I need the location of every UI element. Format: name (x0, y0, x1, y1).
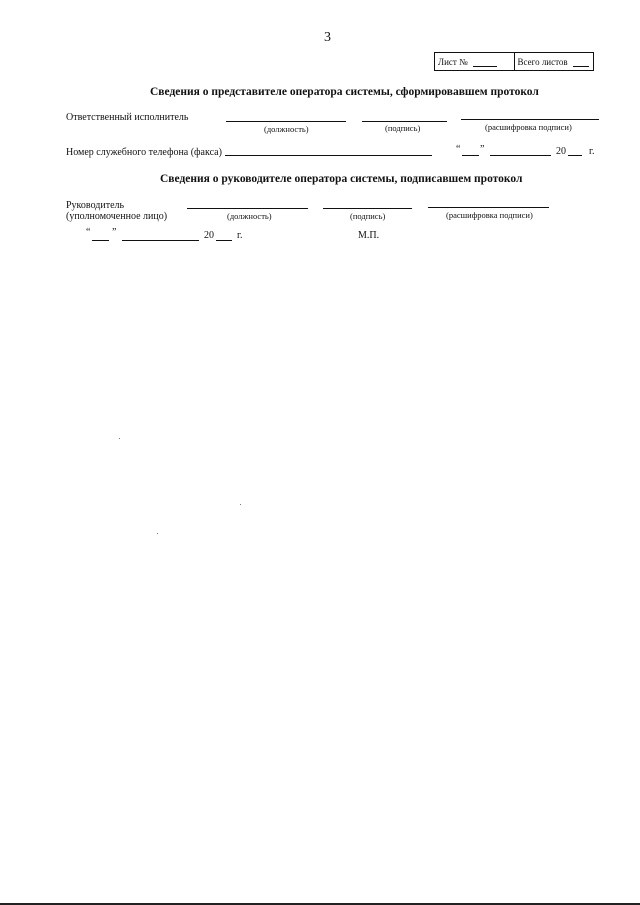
head-date-quote-open: “ (86, 227, 91, 238)
head-date-day-line (92, 240, 109, 241)
head-date-year-prefix: 20 (204, 230, 214, 241)
head-decoding-line (428, 207, 549, 208)
responsible-label: Ответственный исполнитель (66, 112, 189, 123)
signature-line (362, 121, 447, 122)
sheet-info-box (434, 52, 594, 71)
scan-speck (240, 504, 241, 505)
sheet-number-blank (473, 57, 497, 67)
seal-label: М.П. (358, 230, 380, 241)
phone-label: Номер служебного телефона (факса) (66, 147, 222, 158)
decoding-caption: (расшифровка подписи) (485, 122, 572, 132)
date-year-suffix: г. (589, 146, 595, 157)
head-date-year-suffix: г. (237, 230, 243, 241)
authorized-label: (уполномоченное лицо) (66, 211, 168, 222)
date-quote-open: “ (456, 144, 461, 155)
position-line (226, 121, 346, 122)
head-label: Руководитель (66, 200, 125, 211)
date-year-line (568, 155, 582, 156)
decoding-line (461, 119, 599, 120)
head-signature-line (323, 208, 412, 209)
total-sheets-label: Всего листов (517, 56, 568, 67)
head-date-month-line (122, 240, 199, 241)
sheet-number-label: Лист № (438, 56, 468, 67)
scan-speck (157, 533, 158, 534)
head-decoding-caption: (расшифровка подписи) (446, 210, 533, 220)
head-signature-caption: (подпись) (350, 211, 386, 221)
date-month-line (490, 155, 551, 156)
date-day-line (462, 155, 479, 156)
section1-heading: Сведения о представителе оператора системы, сформировавшем протокол (150, 86, 539, 98)
head-position-caption: (должность) (227, 211, 272, 221)
date-year-prefix: 20 (556, 146, 566, 157)
signature-caption: (подпись) (385, 123, 421, 133)
head-position-line (187, 208, 308, 209)
section2-heading: Сведения о руководителе оператора системы, подписавшем протокол (160, 173, 523, 185)
head-date-year-line (216, 240, 232, 241)
position-caption: (должность) (264, 124, 309, 134)
total-sheets-cell (514, 53, 594, 70)
sheet-number-cell (435, 53, 514, 70)
head-date-quote-close: ” (112, 227, 117, 238)
date-quote-close: ” (480, 144, 485, 155)
phone-line (225, 155, 432, 156)
total-sheets-blank (573, 57, 589, 67)
scan-speck (119, 438, 120, 439)
page-number: 3 (324, 30, 331, 45)
